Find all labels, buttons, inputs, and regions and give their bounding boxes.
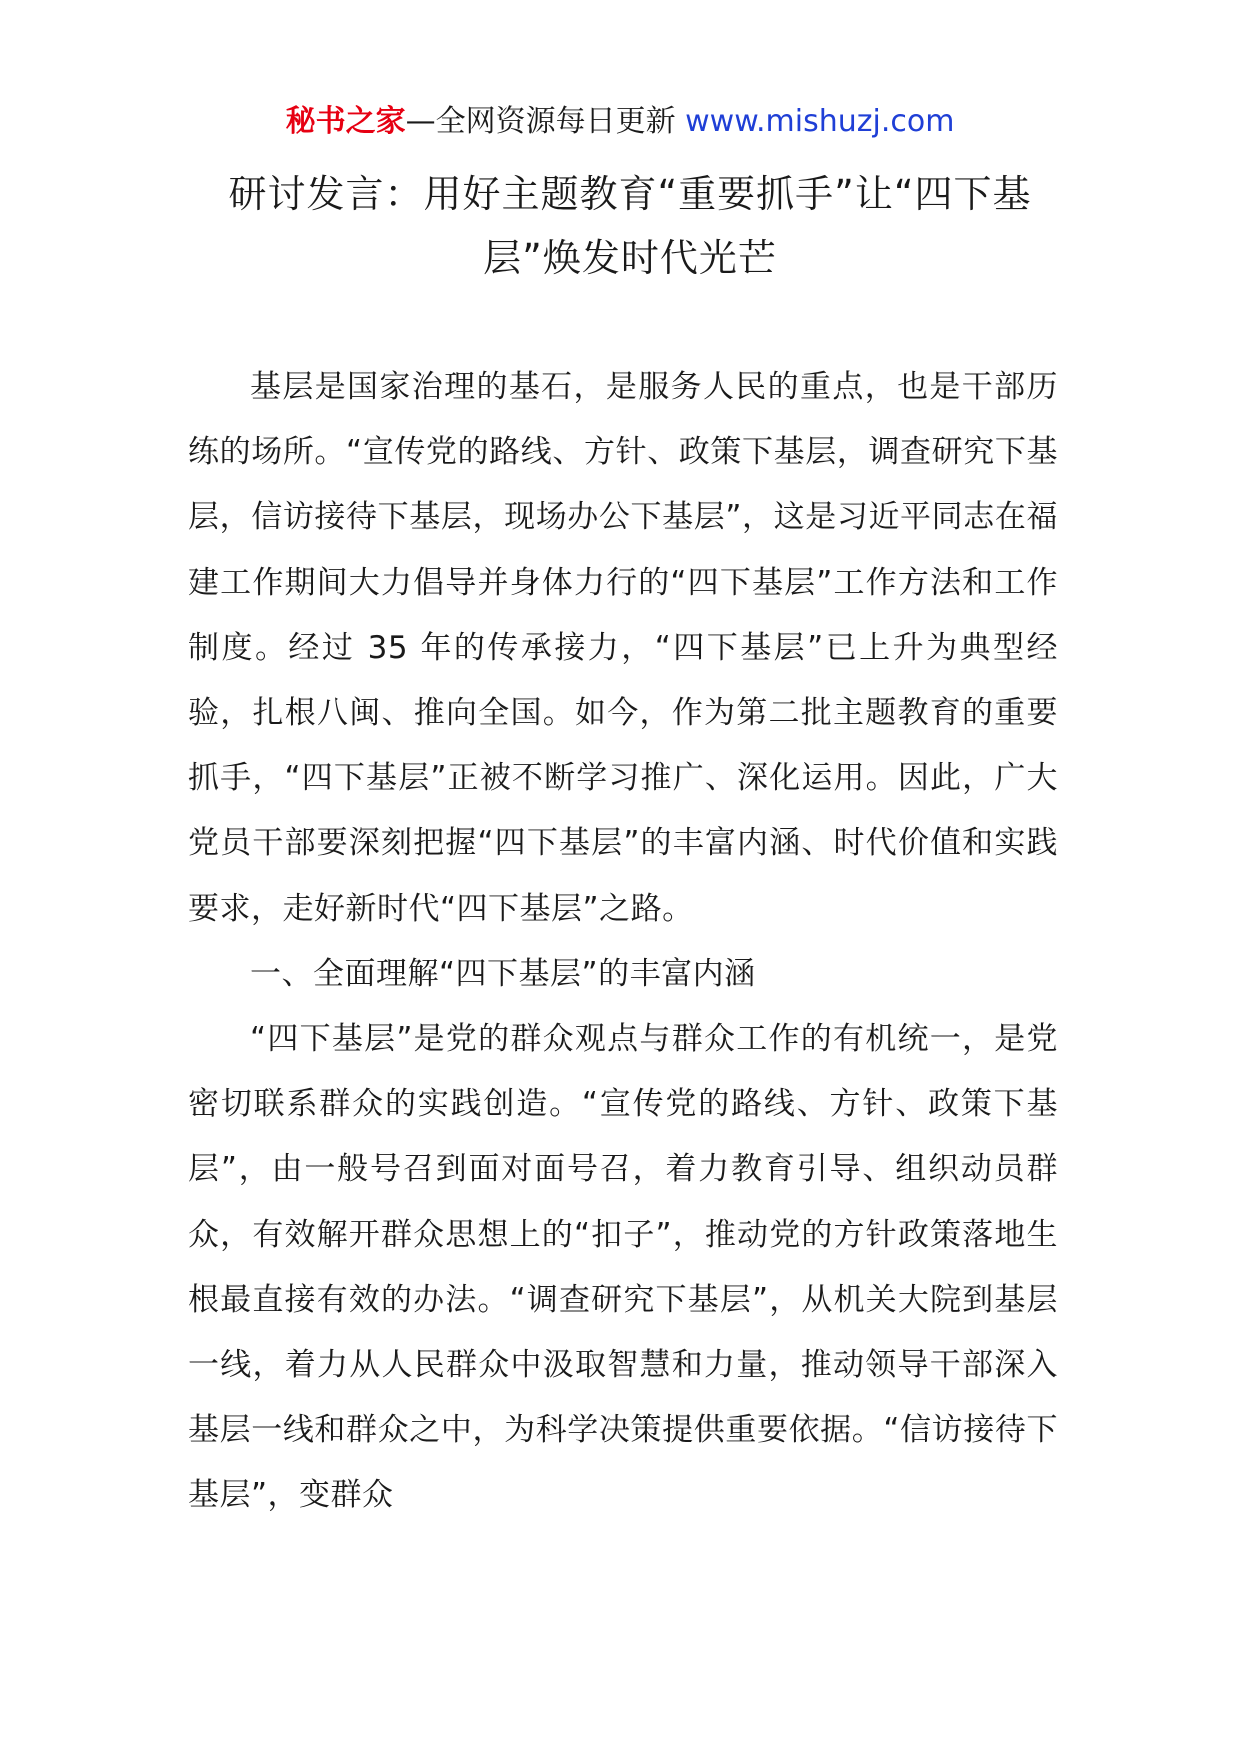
section-heading-1: 一、全面理解“四下基层”的丰富内涵 bbox=[250, 955, 756, 992]
document-body bbox=[188, 355, 1058, 1529]
intro-paragraph: 基层是国家治理的基石，是服务人民的重点，也是干部历练的场所。“宣传党的路线、方针、政策下基层，调查研究下基层，信访接待下基层，现场办公下基层”，这是习近平同志在福建工作期间大力倡导并身体力行的“四下基层”工作方法和工作制度。经过 35 年的传承接力，“四下基层”已上升为典型经验，扎根八闽、推向全国。如今，作为第二批主题教育的重要抓手，“四下基层”正被不断学习推广、深化运用。因此，广大党员干部要深刻把握“四下基层”的丰富内涵、时代价值和实践要求，走好新时代“四下基层”之路。 bbox=[188, 369, 1058, 927]
site-tagline: —全网资源每日更新 bbox=[405, 104, 686, 139]
site-brand: 秘书之家 bbox=[285, 104, 406, 139]
document-title: 研讨发言：用好主题教育“重要抓手”让“四下基层”焕发时代光芒 bbox=[228, 172, 1032, 280]
site-url-link[interactable]: www.mishuzj.com bbox=[685, 104, 955, 139]
site-header bbox=[0, 100, 1240, 144]
section-1-paragraph: “四下基层”是党的群众观点与群众工作的有机统一，是党密切联系群众的实践创造。“宣传党的路线、方针、政策下基层”，由一般号召到面对面号召，着力教育引导、组织动员群众，有效解开群众思想上的“扣子”，推动党的方针政策落地生根最直接有效的办法。“调查研究下基层”，从机关大院到基层一线，着力从人民群众中汲取智慧和力量，推动领导干部深入基层一线和群众之中，为科学决策提供重要依据。“信访接待下基层”，变群众 bbox=[188, 1021, 1058, 1514]
